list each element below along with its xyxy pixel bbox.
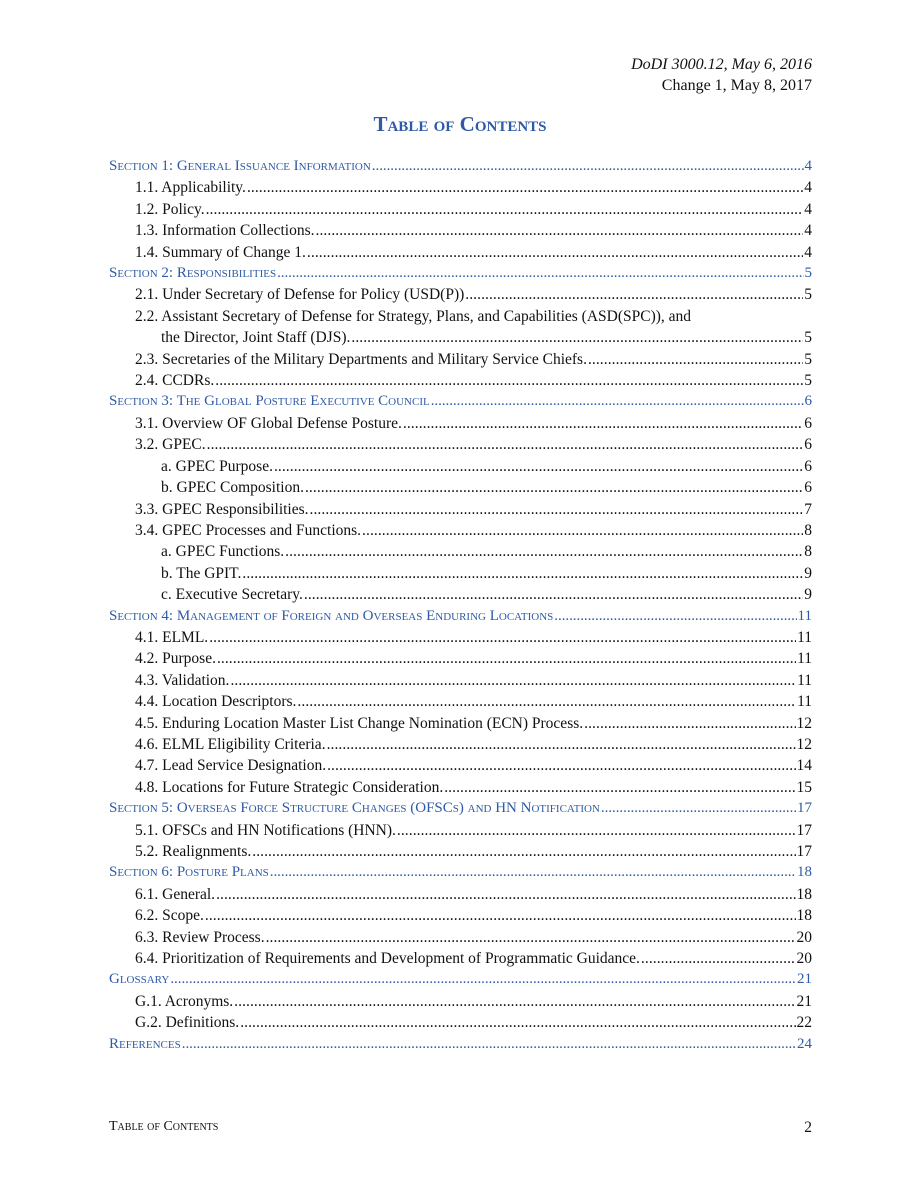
toc-dot-leader [234, 991, 795, 1012]
toc-section-entry[interactable] [109, 391, 812, 412]
toc-section-entry[interactable] [109, 798, 812, 819]
toc-entry[interactable] [109, 691, 812, 712]
toc-entry-label: 6.2. Scope. [135, 907, 204, 925]
toc-entry-page: 12 [796, 714, 812, 732]
toc-entry-page: 6 [804, 436, 812, 454]
toc-entry-label: 2.3. Secretaries of the Military Departments and Military Service Chiefs. [135, 350, 587, 368]
toc-entry-page: 6 [804, 479, 812, 497]
toc-dot-leader [601, 798, 796, 819]
toc-entry-page: 4 [804, 200, 812, 218]
toc-entry-label: 4.8. Locations for Future Strategic Consideration. [135, 778, 444, 796]
toc-entry[interactable] [109, 734, 812, 755]
toc-entry-label: 4.3. Validation. [135, 671, 230, 689]
toc-entry-label: 3.2. GPEC. [135, 436, 206, 454]
toc-entry-page: 14 [796, 757, 812, 775]
toc-entry-label: the Director, Joint Staff (DJS). [161, 329, 351, 347]
toc-entry-page: 4 [804, 179, 812, 197]
toc-entry[interactable] [109, 713, 812, 734]
toc-entry-page: 11 [797, 628, 812, 646]
toc-dot-leader [230, 670, 796, 691]
toc-dot-leader [285, 541, 803, 562]
toc-entry-page: 9 [804, 564, 812, 582]
toc-dot-leader [242, 563, 803, 584]
toc-dot-leader [205, 905, 796, 926]
toc-entry[interactable] [109, 777, 812, 798]
toc-entry[interactable] [109, 927, 812, 948]
toc-entry-page: 17 [796, 821, 812, 839]
toc-entry[interactable] [109, 306, 812, 327]
toc-entry-page: 6 [804, 393, 812, 410]
toc-dot-leader [270, 862, 796, 883]
toc-entry-label: 3.4. GPEC Processes and Functions. [135, 521, 362, 539]
toc-entry-label: 4.5. Enduring Location Master List Change Nomination (ECN) Process. [135, 714, 584, 732]
toc-entry-page: 11 [797, 650, 812, 668]
toc-entry[interactable] [109, 199, 812, 220]
toc-entry-page: 18 [797, 864, 812, 881]
toc-entry[interactable] [109, 948, 812, 969]
toc-entry[interactable] [109, 413, 812, 434]
toc-entry-page: 22 [796, 1014, 812, 1032]
toc-section-entry[interactable] [109, 156, 812, 177]
toc-entry[interactable] [109, 1012, 812, 1033]
toc-entry-label: 2.4. CCDRs. [135, 372, 215, 390]
toc-dot-leader [588, 349, 803, 370]
toc-dot-leader [403, 413, 803, 434]
toc-dot-leader [444, 777, 795, 798]
toc-entry[interactable] [109, 991, 812, 1012]
toc-entry-page: 6 [804, 457, 812, 475]
toc-entry[interactable] [109, 541, 812, 562]
toc-entry-label: Glossary [109, 971, 170, 988]
toc-dot-leader [206, 199, 804, 220]
toc-entry-page: 8 [804, 521, 812, 539]
toc-entry-page: 4 [804, 222, 812, 240]
toc-entry-page: 17 [797, 800, 812, 817]
toc-entry-label: 4.2. Purpose. [135, 650, 216, 668]
toc-dot-leader [247, 177, 803, 198]
toc-dot-leader [372, 156, 804, 177]
toc-entry-page: 4 [804, 243, 812, 261]
toc-entry-page: 12 [796, 735, 812, 753]
toc-entry-label: b. GPEC Composition. [161, 479, 304, 497]
toc-dot-leader [554, 606, 796, 627]
toc-entry-label: 6.3. Review Process. [135, 928, 265, 946]
toc-entry-label: 5.1. OFSCs and HN Notifications (HNN). [135, 821, 396, 839]
toc-section-entry[interactable] [109, 862, 812, 883]
toc-entry-label: G.2. Definitions. [135, 1014, 240, 1032]
toc-dot-leader [170, 969, 796, 990]
toc-section-entry[interactable] [109, 969, 812, 990]
toc-dot-leader [240, 1012, 795, 1033]
toc-dot-leader [327, 734, 796, 755]
toc-entry-page: 11 [797, 693, 812, 711]
toc-entry-label: 1.2. Policy. [135, 200, 205, 218]
toc-entry-label: 4.1. ELML. [135, 628, 209, 646]
toc-entry[interactable] [109, 284, 812, 305]
toc-entry[interactable] [109, 563, 812, 584]
toc-entry[interactable] [109, 905, 812, 926]
toc-dot-leader [641, 948, 796, 969]
toc-entry-label: 5.2. Realignments. [135, 843, 252, 860]
toc-entry[interactable] [109, 884, 812, 905]
document-id: DoDI 3000.12, May 6, 2016 [631, 56, 812, 73]
toc-entry-page: 20 [796, 928, 812, 946]
toc-dot-leader [209, 627, 796, 648]
toc-dot-leader [252, 841, 795, 862]
toc-dot-leader [351, 327, 803, 348]
toc-dot-leader [182, 1034, 796, 1055]
toc-dot-leader [316, 220, 804, 241]
change-notice: Change 1, May 8, 2017 [661, 77, 812, 94]
toc-entry[interactable] [109, 177, 812, 198]
toc-dot-leader [277, 263, 803, 284]
toc-dot-leader [465, 284, 803, 305]
toc-entry[interactable] [109, 370, 812, 391]
toc-entry[interactable] [109, 434, 812, 455]
toc-entry-page: 7 [804, 500, 812, 518]
toc-entry[interactable] [109, 841, 812, 862]
toc-entry-page: 21 [796, 992, 812, 1010]
toc-entry-label: Section 1: General Issuance Information [109, 158, 371, 174]
toc-entry-page: 21 [797, 971, 812, 988]
toc-entry-page: 24 [797, 1035, 812, 1052]
toc-dot-leader [304, 584, 803, 605]
toc-entry-label: References [109, 1035, 181, 1052]
toc-entry-label: 3.3. GPEC Responsibilities. [135, 500, 309, 518]
toc-entry-label: 6.4. Prioritization of Requirements and Development of Programmatic Guidance. [135, 950, 640, 968]
toc-entry-label: a. GPEC Functions. [161, 543, 285, 561]
toc-entry-label: 2.2. Assistant Secretary of Defense for Strategy, Plans, and Capabilities (ASD(SPC)), and [135, 307, 692, 325]
toc-entry-label: Section 3: The Global Posture Executive Council [109, 393, 430, 410]
toc-dot-leader [431, 391, 804, 412]
toc-entry[interactable] [109, 477, 812, 498]
toc-entry-page: 9 [804, 586, 812, 604]
toc-dot-leader [215, 370, 803, 391]
toc-entry-label: a. GPEC Purpose. [161, 457, 273, 475]
toc-entry-label: Section 5: Overseas Force Structure Changes (OFSCs) and HN Notification [109, 800, 600, 817]
toc-entry[interactable] [109, 627, 812, 648]
toc-entry-label: 4.6. ELML Eligibility Criteria. [135, 735, 326, 753]
toc-entry-page: 18 [796, 907, 812, 925]
toc-entry-label: 6.1. General. [135, 885, 216, 903]
toc-entry-page: 15 [796, 778, 812, 796]
toc-entry-label: 1.3. Information Collections. [135, 222, 315, 240]
toc-entry-page: 20 [796, 950, 812, 968]
toc-dot-leader [307, 242, 803, 263]
toc-entry-label: 2.1. Under Secretary of Defense for Policy (USD(P)) [135, 286, 465, 304]
toc-entry-label: 4.7. Lead Service Designation. [135, 757, 327, 775]
toc-dot-leader [305, 477, 803, 498]
footer-label: Table of Contents [109, 1119, 219, 1134]
page-title: Table of Contents [373, 112, 547, 136]
toc-dot-leader [362, 520, 803, 541]
footer-page-number: 2 [804, 1119, 812, 1136]
toc-dot-leader [207, 434, 804, 455]
toc-entry-page: 11 [797, 607, 812, 624]
toc-entry[interactable] [109, 670, 812, 691]
toc-entry-label: G.1. Acronyms. [135, 992, 234, 1010]
toc-entry-page: 5 [804, 265, 812, 282]
toc-entry-page: 4 [804, 158, 812, 174]
toc-entry-page: 11 [797, 671, 812, 689]
toc-dot-leader [327, 755, 795, 776]
toc-entry-label: c. Executive Secretary. [161, 586, 303, 604]
toc-entry-label: 4.4. Location Descriptors. [135, 693, 297, 711]
toc-entry-label: b. The GPIT. [161, 564, 242, 582]
toc-entry[interactable] [109, 584, 812, 605]
toc-entry[interactable] [109, 242, 812, 263]
toc-entry[interactable] [109, 499, 812, 520]
toc-entry[interactable] [109, 755, 812, 776]
toc-entry-page: 8 [804, 543, 812, 561]
toc-entry-label: Section 2: Responsibilities [109, 265, 277, 282]
toc-entry-page: 5 [804, 350, 812, 368]
toc-section-entry[interactable] [109, 263, 812, 284]
toc-section-entry[interactable] [109, 606, 812, 627]
toc-dot-leader [216, 884, 795, 905]
toc-section-entry[interactable] [109, 1034, 812, 1055]
table-of-contents [109, 156, 812, 1055]
toc-entry-label: 1.1. Applicability. [135, 179, 246, 197]
toc-dot-leader [266, 927, 796, 948]
toc-entry-label: Section 6: Posture Plans [109, 864, 269, 881]
toc-entry[interactable] [109, 456, 812, 477]
toc-dot-leader [310, 499, 804, 520]
toc-entry-label: 1.4. Summary of Change 1. [135, 243, 306, 261]
toc-entry-page: 5 [804, 286, 812, 304]
toc-dot-leader [397, 820, 796, 841]
toc-entry[interactable] [109, 349, 812, 370]
toc-entry-page: 6 [804, 414, 812, 432]
toc-entry[interactable] [109, 820, 812, 841]
toc-dot-leader [274, 456, 803, 477]
toc-dot-leader [584, 713, 795, 734]
toc-entry[interactable] [109, 220, 812, 241]
toc-dot-leader [217, 648, 796, 669]
toc-entry[interactable] [109, 327, 812, 348]
toc-dot-leader [297, 691, 796, 712]
toc-entry-label: Section 4: Management of Foreign and Overseas Enduring Locations [109, 607, 554, 624]
toc-entry-page: 17 [796, 843, 812, 860]
toc-entry[interactable] [109, 520, 812, 541]
document-header [631, 54, 812, 96]
toc-entry-page: 5 [804, 329, 812, 347]
toc-entry-label: 3.1. Overview OF Global Defense Posture. [135, 414, 402, 432]
toc-entry-page: 5 [804, 372, 812, 390]
toc-entry[interactable] [109, 648, 812, 669]
toc-entry-page: 18 [796, 885, 812, 903]
